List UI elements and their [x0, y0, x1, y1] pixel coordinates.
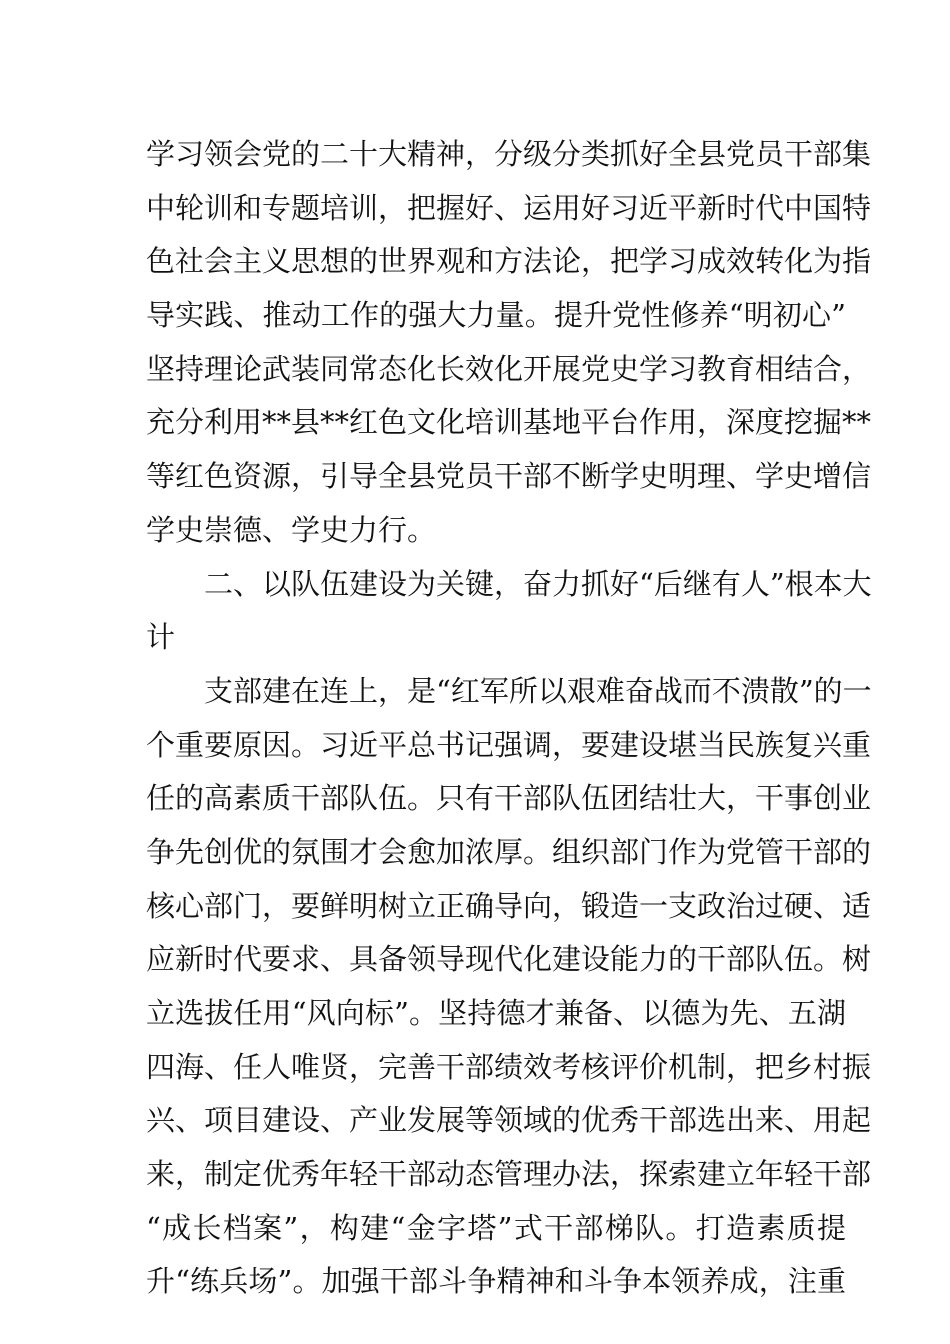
paragraph-line: 等红色资源，引导全县党员干部不断学史明理、学史增信 [146, 459, 872, 494]
paragraph-line: 应新时代要求、具备领导现代化建设能力的干部队伍。树 [146, 942, 872, 977]
paragraph-line: 导实践、推动工作的强大力量。提升党性修养“明初心” [146, 298, 846, 333]
paragraph-line: 充分利用**县**红色文化培训基地平台作用，深度挖掘** [146, 405, 872, 440]
paragraph-line: 四海、任人唯贤，完善干部绩效考核评价机制，把乡村振 [146, 1049, 872, 1084]
paragraph-line: 色社会主义思想的世界观和方法论，把学习成效转化为指 [146, 244, 872, 279]
section-heading-line: 计 [146, 620, 176, 655]
paragraph-line: 学习领会党的二十大精神，分级分类抓好全县党员干部集 [146, 137, 872, 171]
paragraph-line: 争先创优的氛围才会愈加浓厚。组织部门作为党管干部的 [146, 834, 872, 869]
paragraph-line: 立选拔任用“风向标”。坚持德才兼备、以德为先、五湖 [146, 996, 846, 1030]
paragraph-line: 核心部门，要鲜明树立正确导向，锻造一支政治过硬、适 [146, 888, 872, 923]
paragraph-line: 兴、项目建设、产业发展等领域的优秀干部选出来、用起 [146, 1103, 872, 1138]
paragraph-line: 支部建在连上，是“红军所以艰难奋战而不溃散”的一 [204, 673, 872, 708]
paragraph-line: 个重要原因。习近平总书记强调，要建设堪当民族复兴重 [146, 727, 872, 762]
paragraph-line: 来，制定优秀年轻干部动态管理办法，探索建立年轻干部 [146, 1157, 872, 1192]
paragraph-line: 升“练兵场”。加强干部斗争精神和斗争本领养成，注重 [146, 1264, 846, 1299]
paragraph-line: 任的高素质干部队伍。只有干部队伍团结壮大，干事创业 [146, 781, 872, 816]
body-text [146, 128, 872, 1309]
paragraph-line: 学史崇德、学史力行。 [146, 512, 437, 547]
paragraph-line: 中轮训和专题培训，把握好、运用好习近平新时代中国特 [146, 190, 872, 225]
paragraph-line: “成长档案”，构建“金字塔”式干部梯队。打造素质提 [146, 1210, 846, 1245]
paragraph-line: 坚持理论武装同常态化长效化开展党史学习教育相结合， [146, 351, 872, 386]
section-heading-line: 二、以队伍建设为关键，奋力抓好“后继有人”根本大 [204, 566, 872, 601]
